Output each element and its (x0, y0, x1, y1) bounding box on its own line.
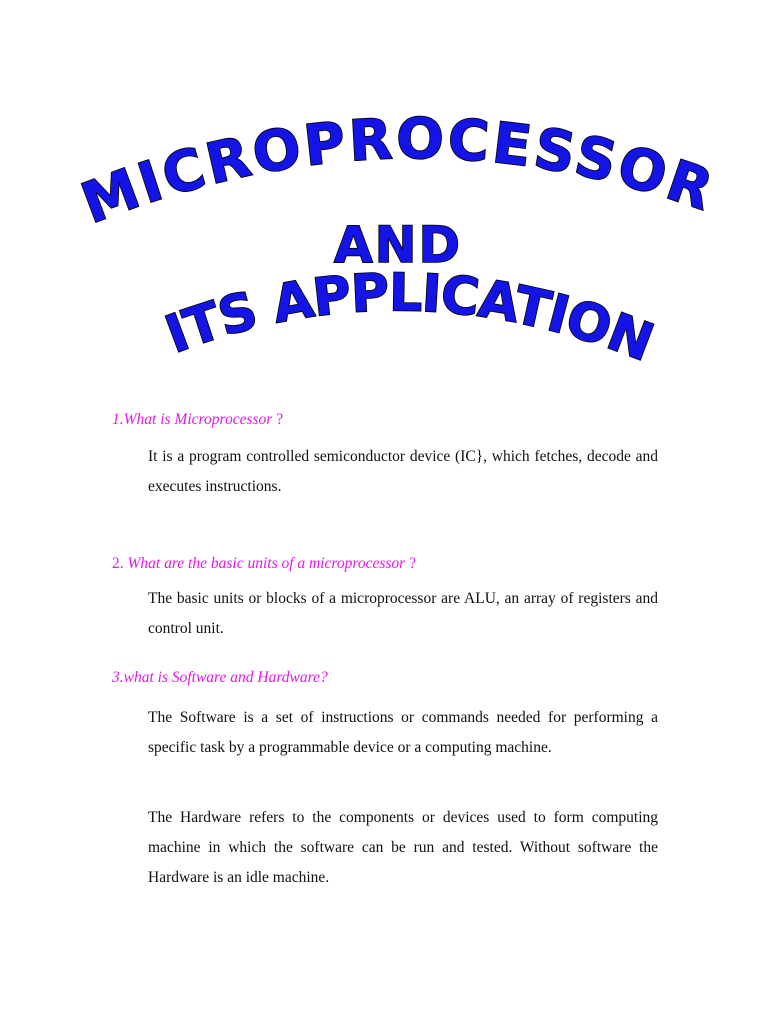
answer-1: It is a program controlled semiconductor device (IC}, which fetches, decode and executes instructions. (148, 448, 658, 495)
title-line-1: MICROPROCESSOR (73, 106, 724, 237)
answer-3a: The Software is a set of instructions or commands needed for performing a specific task by a programmable device or a computing machine. (148, 709, 658, 756)
title-line-3: ITS APPLICATION (157, 263, 661, 374)
answer-3b: The Hardware refers to the components or devices used to form computing machine in which the software can be run and tested. Without software the Hardware is an idle machine. (148, 809, 658, 886)
question-2-number: 2. (112, 555, 124, 572)
title-line-2: AND (333, 216, 463, 274)
question-2-text: What are the basic units of a microprocessor (127, 555, 406, 572)
answer-2: The basic units or blocks of a microprocessor are ALU, an array of registers and control unit. (148, 590, 658, 637)
question-3-text: 3.what is Software and Hardware? (112, 669, 328, 686)
question-2-mark: ? (409, 555, 416, 572)
question-2 (112, 554, 416, 574)
question-1-text: 1.What is Microprocessor (112, 411, 273, 428)
question-1 (112, 410, 283, 430)
question-1-mark: ? (276, 411, 284, 428)
question-3 (112, 668, 328, 688)
wordart-title (0, 0, 768, 380)
